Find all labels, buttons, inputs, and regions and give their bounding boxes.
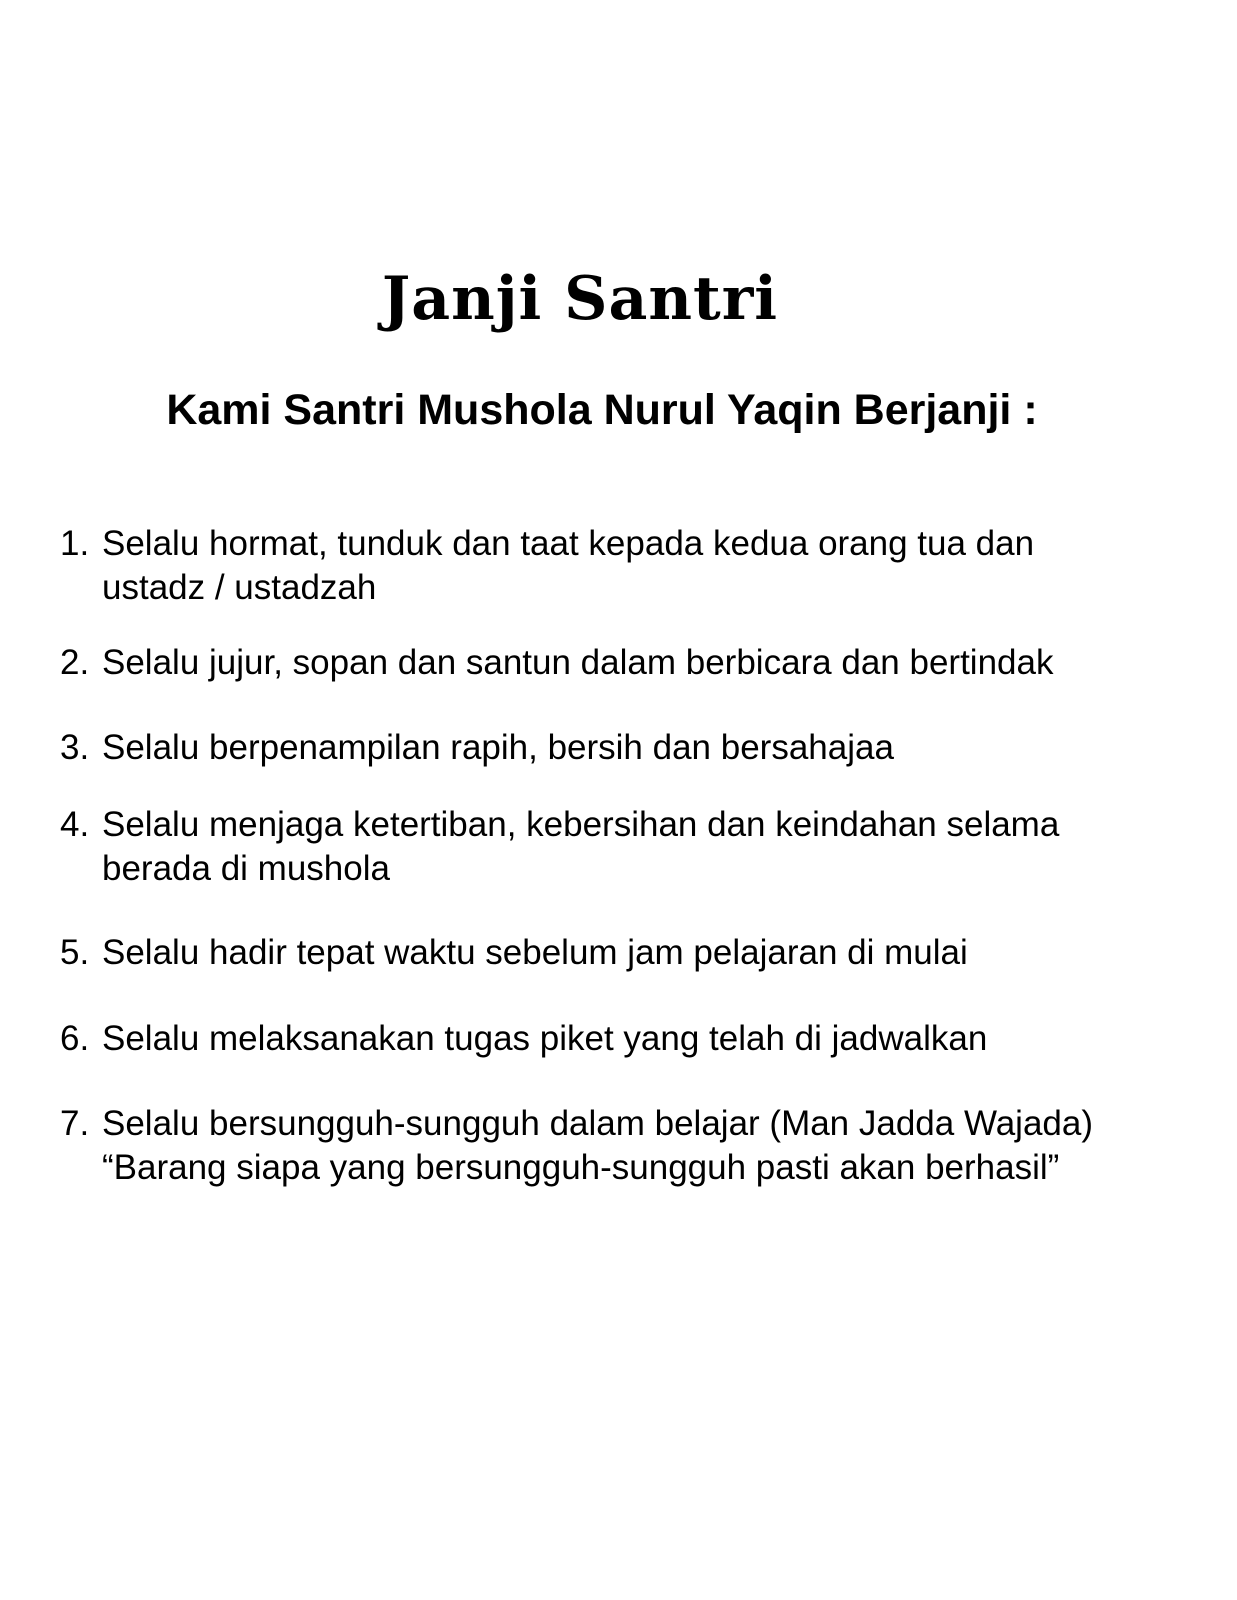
item-text: Selalu jujur, sopan dan santun dalam berbicara dan bertindak: [102, 643, 1054, 682]
item-text: Selalu hadir tepat waktu sebelum jam pelajaran di mulai: [102, 933, 968, 972]
item-number: 7.: [60, 1104, 90, 1143]
document-title: Janji Santri: [381, 264, 779, 334]
document-subtitle: Kami Santri Mushola Nurul Yaqin Berjanji :: [166, 386, 1038, 434]
item-number: 4.: [60, 805, 90, 844]
item-text: Selalu hormat, tunduk dan taat kepada kedua orang tua dan ustadz / ustadzah: [102, 524, 1035, 607]
item-number: 5.: [60, 933, 90, 972]
item-text: Selalu berpenampilan rapih, bersih dan bersahajaa: [102, 728, 894, 767]
item-text: Selalu menjaga ketertiban, kebersihan dan keindahan selama berada di mushola: [102, 805, 1060, 888]
item-number: 2.: [60, 643, 90, 682]
item-text: Selalu bersungguh-sungguh dalam belajar (Man Jadda Wajada) “Barang siapa yang bersungguh-sungguh pasti akan berhasil”: [102, 1104, 1093, 1187]
item-number: 6.: [60, 1019, 90, 1058]
item-number: 3.: [60, 728, 90, 767]
item-number: 1.: [60, 524, 90, 563]
item-text: Selalu melaksanakan tugas piket yang telah di jadwalkan: [102, 1019, 988, 1058]
